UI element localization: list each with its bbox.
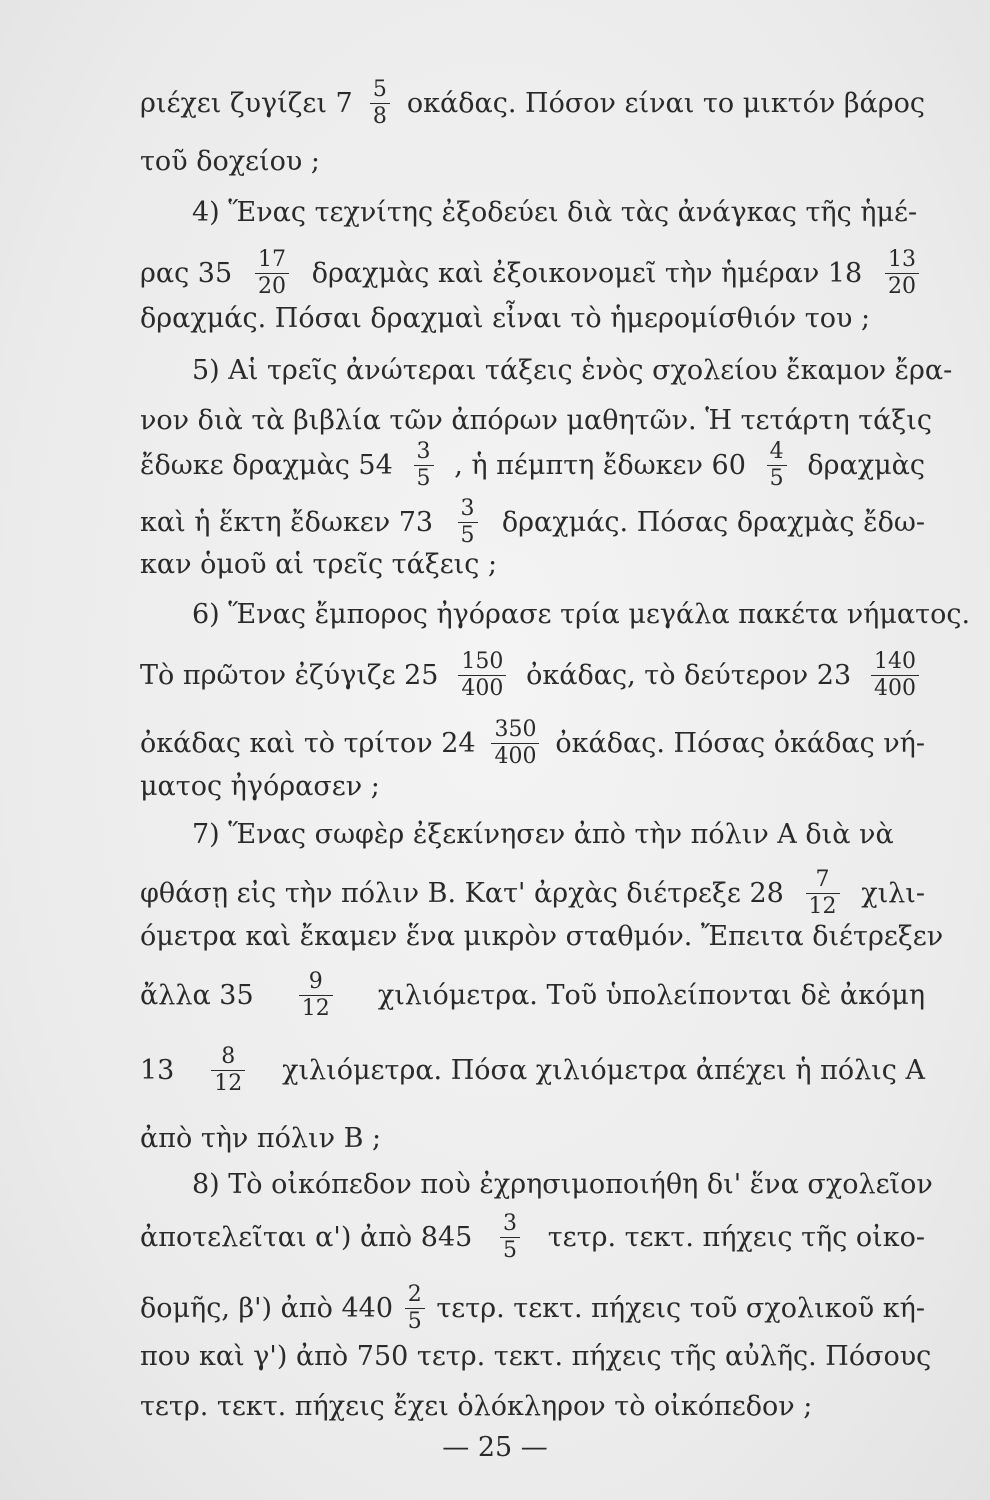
fraction [299, 970, 333, 1021]
text-segment: καὶ ἡ ἕκτη ἔδωκεν 73 [140, 506, 434, 538]
text-line [140, 1212, 925, 1263]
text-line [192, 196, 925, 230]
fraction-numerator: 150 [461, 649, 504, 674]
fraction-denominator: 8 [370, 103, 390, 129]
text-segment: που καὶ γ') ἀπὸ 750 τετρ. τεκτ. πήχεις τῆς αὐλῆς. Πόσους [140, 1341, 932, 1372]
text-line [192, 598, 971, 632]
fraction-numerator: 3 [503, 1211, 518, 1236]
text-segment: ὀκάδας, τὸ δεύτερον 23 [526, 659, 852, 691]
text-line [140, 718, 925, 769]
text-segment: , ἡ πέμπτη ἔδωκεν 60 [454, 449, 746, 481]
text-segment: δραχμὰς [807, 449, 925, 481]
text-segment: οκάδας. Πόσον είναι το μικτόν βάρος [406, 87, 925, 119]
text-line [140, 920, 944, 954]
fraction [414, 440, 434, 491]
fraction-denominator: 12 [211, 1070, 245, 1096]
text-segment: 5) Αἱ τρεῖς ἀνώτεραι τάξεις ἑνὸς σχολείου ἔκαμον ἔρα- [192, 355, 953, 386]
fraction-denominator: 12 [806, 893, 840, 919]
fraction-denominator: 5 [405, 1308, 425, 1334]
text-line [140, 770, 925, 804]
fraction-numerator: 13 [887, 247, 916, 272]
text-line [140, 1283, 925, 1334]
fraction-numerator: 3 [416, 439, 431, 464]
text-line [140, 650, 925, 701]
text-segment: όμετρα καὶ ἔκαμεν ἕνα μικρὸν σταθμόν. Ἔπειτα διέτρεξεν [140, 921, 944, 952]
text-segment: χιλιόμετρα. Τοῦ ὑπολείπονται δὲ ἀκόμη [377, 979, 925, 1011]
text-line [140, 440, 925, 491]
fraction [806, 868, 840, 919]
text-segment: ρας 35 [140, 257, 233, 289]
text-segment: δραχμάς. Πόσαι δραχμαὶ εἶναι τὸ ἡμερομίσθιόν του ; [140, 303, 871, 334]
text-line [140, 145, 925, 179]
fraction [767, 440, 787, 491]
text-line [140, 404, 932, 438]
fraction [370, 78, 390, 129]
fraction-denominator: 5 [414, 465, 434, 491]
fraction [871, 650, 919, 701]
text-segment: δομῆς, β') ἀπὸ 440 [140, 1292, 394, 1324]
text-line [140, 1122, 925, 1156]
text-segment: 6) Ἕνας ἔμπορος ἠγόρασε τρία μεγάλα πακέτα νήματος. [192, 599, 971, 630]
text-line [140, 78, 925, 129]
fraction-denominator: 20 [255, 273, 289, 299]
text-line [192, 1168, 933, 1202]
fraction-numerator: 5 [372, 77, 387, 102]
text-line [140, 868, 925, 919]
text-segment: ὀκάδας καὶ τὸ τρίτον 24 [140, 727, 476, 759]
fraction-numerator: 2 [407, 1282, 422, 1307]
text-line [140, 248, 925, 299]
fraction-denominator: 400 [491, 743, 539, 769]
fraction [500, 1212, 520, 1263]
fraction-denominator: 5 [767, 465, 787, 491]
fraction-numerator: 4 [769, 439, 784, 464]
fraction [255, 248, 289, 299]
text-line [192, 818, 925, 852]
fraction [458, 650, 506, 701]
text-line [140, 497, 925, 548]
text-segment: ὀκάδας. Πόσας ὀκάδας νή- [555, 727, 925, 759]
text-segment: τετρ. τεκτ. πήχεις τοῦ σχολικοῦ κή- [436, 1292, 925, 1324]
text-line [140, 1045, 925, 1096]
text-line [140, 548, 925, 582]
text-segment: 4) Ἕνας τεχνίτης ἐξοδεύει διὰ τὰς ἀνάγκας τῆς ἡμέ- [192, 197, 918, 228]
text-segment: καν ὁμοῦ αἱ τρεῖς τάξεις ; [140, 549, 498, 580]
text-segment: 13 [140, 1054, 175, 1086]
text-segment: ματος ἠγόρασεν ; [140, 771, 380, 802]
text-segment: ἀπὸ τὴν πόλιν Β ; [140, 1123, 382, 1154]
text-line [140, 970, 925, 1021]
fraction-numerator: 7 [815, 867, 830, 892]
fraction [458, 497, 478, 548]
fraction-denominator: 5 [458, 522, 478, 548]
text-line [140, 302, 925, 336]
text-segment: 8) Τὸ οἰκόπεδον ποὺ ἐχρησιμοποιήθη δι' ἕνα σχολεῖον [192, 1169, 933, 1200]
text-segment: χιλι- [861, 877, 925, 909]
fraction-denominator: 20 [885, 273, 919, 299]
text-segment: ἄλλα 35 [140, 979, 254, 1011]
fraction-denominator: 400 [871, 675, 919, 701]
text-segment: τετρ. τεκτ. πήχεις τῆς οἰκο- [547, 1221, 925, 1253]
fraction [211, 1045, 245, 1096]
page-number: — 25 — [442, 1432, 548, 1463]
text-segment: ἀποτελεῖται α') ἀπὸ 845 [140, 1221, 473, 1253]
text-segment: χιλιόμετρα. Πόσα χιλιόμετρα ἀπέχει ἡ πόλις Α [282, 1054, 925, 1086]
fraction [405, 1283, 425, 1334]
text-segment: τετρ. τεκτ. πήχεις ἔχει ὁλόκληρον τὸ οἰκόπεδον ; [140, 1391, 813, 1422]
fraction-numerator: 8 [221, 1044, 236, 1069]
text-line [140, 1390, 925, 1424]
fraction-numerator: 17 [257, 247, 286, 272]
text-segment: Τὸ πρῶτον ἐζύγιζε 25 [140, 659, 439, 691]
text-line [140, 1340, 932, 1374]
text-segment: 7) Ἕνας σωφὲρ ἐξεκίνησεν ἀπὸ τὴν πόλιν Α διὰ νὰ [192, 819, 894, 850]
fraction-numerator: 140 [873, 649, 916, 674]
text-segment: δραχμάς. Πόσας δραχμὰς ἔδω- [501, 506, 925, 538]
fraction-numerator: 9 [308, 969, 323, 994]
text-segment: τοῦ δοχείου ; [140, 146, 320, 177]
text-segment: δραχμὰς καὶ ἐξοικονομεῖ τὴν ἡμέραν 18 [311, 257, 863, 289]
text-segment: ριέχει ζυγίζει 7 [140, 87, 353, 119]
fraction-denominator: 5 [500, 1237, 520, 1263]
fraction [491, 718, 539, 769]
fraction-denominator: 400 [458, 675, 506, 701]
text-line [192, 354, 953, 388]
fraction [885, 248, 919, 299]
fraction-numerator: 3 [460, 496, 475, 521]
text-segment: ἔδωκε δραχμὰς 54 [140, 449, 393, 481]
text-segment: νον διὰ τὰ βιβλία τῶν ἀπόρων μαθητῶν. Ἡ τετάρτη τάξις [140, 405, 932, 436]
fraction-denominator: 12 [299, 995, 333, 1021]
fraction-numerator: 350 [494, 717, 537, 742]
text-segment: φθάσῃ εἰς τὴν πόλιν Β. Κατ' ἀρχὰς διέτρεξε 28 [140, 877, 784, 909]
